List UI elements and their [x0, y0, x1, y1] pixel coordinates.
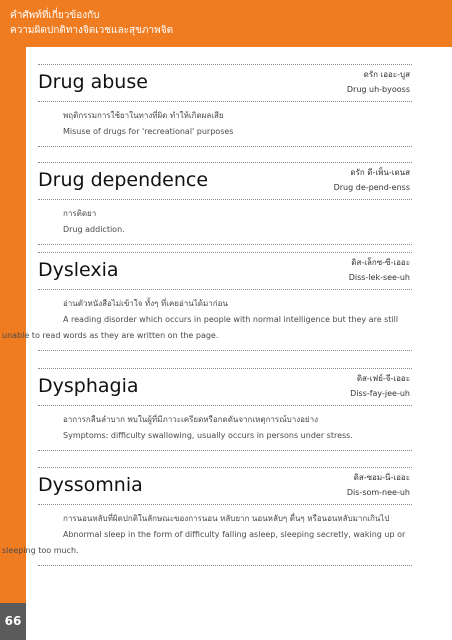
pronunciation-thai: ดิส-เล็กซ-ซี-เออะ [351, 258, 410, 267]
pronunciation-thai: ดรัก เออะ-บูส [363, 70, 410, 79]
glossary-entry [38, 64, 412, 147]
definition [38, 102, 412, 147]
definition-english: A reading disorder which occurs in people with normal intelligence but they are still unable to read words as they are written on the page. [2, 315, 399, 340]
term-box [38, 162, 412, 200]
term-box [38, 64, 412, 102]
term-box [38, 368, 412, 406]
definition-english: Drug addiction. [63, 225, 125, 234]
glossary-entry [2, 252, 412, 351]
pronunciation-thai: ดิส-ซอม-นี-เออะ [353, 473, 410, 482]
definition [38, 406, 412, 451]
glossary-entry [2, 467, 412, 566]
header-title-line2: ความผิดปกติทางจิตเวชและสุขภาพจิต [10, 25, 174, 36]
term-box [38, 252, 412, 290]
term-title: Drug dependence [38, 169, 209, 191]
term-title: Dysphagia [38, 375, 139, 397]
definition-thai: การติดยา [63, 209, 97, 218]
term-title: Dyssomnia [38, 474, 143, 496]
pronunciation-english: Diss-lek-see-uh [348, 273, 410, 282]
definition [38, 200, 412, 245]
pronunciation-english: Diss-fay-jee-uh [350, 389, 410, 398]
pronunciation-english: Drug de-pend-enss [333, 183, 410, 192]
pronunciation-thai: ดรัก ดี-เพ็น-เดนส [350, 168, 410, 177]
definition-thai: อาการกลืนลำบาก พบในผู้ที่มีภาวะเครียดหรือกดดันจากเหตุการณ์บางอย่าง [63, 415, 319, 424]
definition-thai: การนอนหลับที่ผิดปกติในลักษณะของการนอน หลับยาก นอนหลับๆ ตื่นๆ หรือนอนหลับมากเกินไป [63, 514, 390, 523]
pronunciation-english: Drug uh-byooss [346, 85, 410, 94]
definition-english: Symptoms: difficulty swallowing, usually occurs in persons under stress. [63, 431, 353, 440]
term-box [38, 467, 412, 505]
definition [2, 505, 412, 566]
glossary-entry [38, 162, 412, 245]
glossary-entry [38, 368, 412, 451]
term-title: Dyslexia [38, 259, 119, 281]
pronunciation-thai: ดิส-เฟย์-จี-เออะ [356, 374, 410, 383]
definition-thai: พฤติกรรมการใช้ยาในทางที่ผิด ทำให้เกิดผลเสีย [63, 111, 224, 120]
definition-english: Abnormal sleep in the form of difficulty falling asleep, sleeping secretly, waking up or sleeping too much. [2, 530, 406, 555]
pronunciation-english: Dis-som-nee-uh [346, 488, 410, 497]
definition-thai: อ่านตัวหนังสือไม่เข้าใจ ทั้งๆ ที่เคยอ่านได้มาก่อน [63, 299, 228, 308]
definition [2, 290, 412, 351]
definition-english: Misuse of drugs for 'recreational' purposes [63, 127, 234, 136]
page-number: 66 [0, 603, 26, 640]
header-title-line1: คำศัพท์ที่เกี่ยวข้องกับ [10, 10, 100, 21]
page-header [0, 0, 452, 47]
term-title: Drug abuse [38, 71, 148, 93]
